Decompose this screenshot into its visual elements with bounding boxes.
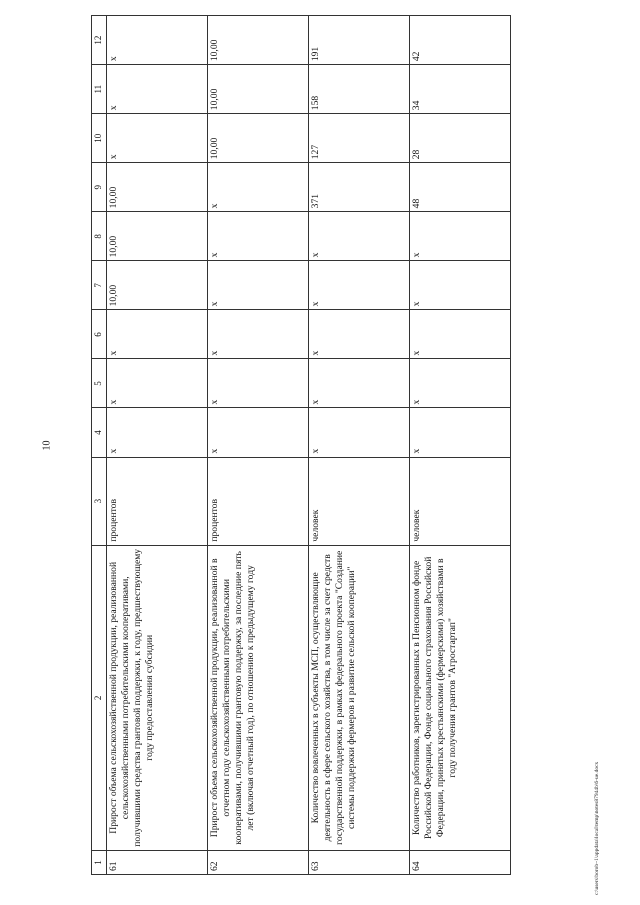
table-row — [208, 16, 309, 875]
value-cell: x — [107, 16, 208, 65]
indicator-description: Прирост объема сельскохозяйственной продукции, реализованной в отчетном году сельскохозяйственными потребительскими кооперативами, получившими грантовую поддержку, за последние пять лет (включая отчетный год), по отношению к предыдущему году — [208, 545, 309, 850]
value-cell: 48 — [410, 163, 511, 212]
footer-file-path: c:\users\borob~1\appdata\local\temp\notes87944b\6-ue.docx — [594, 761, 600, 895]
column-header: 7 — [92, 261, 107, 310]
unit-of-measure: человек — [410, 457, 511, 545]
column-header: 9 — [92, 163, 107, 212]
indicator-description: Прирост объема сельскохозяйственной продукции, реализованной сельскохозяйственными потребительскими кооперативами, получившими средства грантовой поддержки, к году, предшествующему году предоставления субсидии — [107, 545, 208, 850]
column-header: 2 — [92, 545, 107, 850]
value-cell: x — [410, 408, 511, 457]
value-cell: 371 — [309, 163, 410, 212]
value-cell: 158 — [309, 65, 410, 114]
table-body — [107, 16, 511, 875]
value-cell: x — [309, 310, 410, 359]
value-cell: x — [107, 114, 208, 163]
value-cell: x — [410, 261, 511, 310]
value-cell: 34 — [410, 65, 511, 114]
column-header: 1 — [92, 850, 107, 874]
table-row — [410, 16, 511, 875]
indicator-description: Количество работников, зарегистрированных в Пенсионном фонде Российской Федерации, Фонде социального страхования Российской Федерации, принятых крестьянскими (фермерскими) хозяйствами в году получения грантов "Агростартап" — [410, 545, 511, 850]
value-cell: 28 — [410, 114, 511, 163]
value-cell: 191 — [309, 16, 410, 65]
value-cell: x — [208, 163, 309, 212]
value-cell: 10,00 — [208, 114, 309, 163]
indicator-table-rotated — [91, 15, 511, 875]
value-cell: x — [309, 261, 410, 310]
row-number: 62 — [208, 850, 309, 874]
value-cell: x — [208, 408, 309, 457]
value-cell: x — [410, 359, 511, 408]
column-header: 10 — [92, 114, 107, 163]
row-number: 61 — [107, 850, 208, 874]
unit-of-measure: процентов — [107, 457, 208, 545]
column-header: 4 — [92, 408, 107, 457]
column-header: 3 — [92, 457, 107, 545]
unit-of-measure: человек — [309, 457, 410, 545]
value-cell: 10,00 — [208, 65, 309, 114]
unit-of-measure: процентов — [208, 457, 309, 545]
value-cell: x — [208, 310, 309, 359]
indicator-description: Количество вовлеченных в субъекты МСП, осуществляющие деятельность в сфере сельского хозяйства, в том числе за счет средств государственной поддержки, в рамках федерального проекта "Создание системы поддержки фермеров и развитие сельской кооперации" — [309, 545, 410, 850]
indicator-table — [91, 15, 511, 875]
value-cell: x — [107, 65, 208, 114]
value-cell: x — [208, 359, 309, 408]
value-cell: 10,00 — [208, 16, 309, 65]
column-header: 8 — [92, 212, 107, 261]
column-header: 5 — [92, 359, 107, 408]
value-cell: 10,00 — [107, 212, 208, 261]
table-header-row — [92, 16, 107, 875]
value-cell: 10,00 — [107, 261, 208, 310]
value-cell: x — [208, 261, 309, 310]
table-row — [107, 16, 208, 875]
value-cell: x — [309, 408, 410, 457]
value-cell: x — [208, 212, 309, 261]
column-header: 11 — [92, 65, 107, 114]
value-cell: x — [309, 359, 410, 408]
value-cell: x — [410, 212, 511, 261]
value-cell: x — [107, 310, 208, 359]
row-number: 63 — [309, 850, 410, 874]
column-header: 12 — [92, 16, 107, 65]
value-cell: x — [107, 359, 208, 408]
column-header: 6 — [92, 310, 107, 359]
value-cell: 127 — [309, 114, 410, 163]
value-cell: x — [410, 310, 511, 359]
value-cell: x — [107, 408, 208, 457]
table-row — [309, 16, 410, 875]
row-number: 64 — [410, 850, 511, 874]
page-number: 10 — [41, 440, 53, 451]
value-cell: x — [309, 212, 410, 261]
value-cell: 10,00 — [107, 163, 208, 212]
value-cell: 42 — [410, 16, 511, 65]
